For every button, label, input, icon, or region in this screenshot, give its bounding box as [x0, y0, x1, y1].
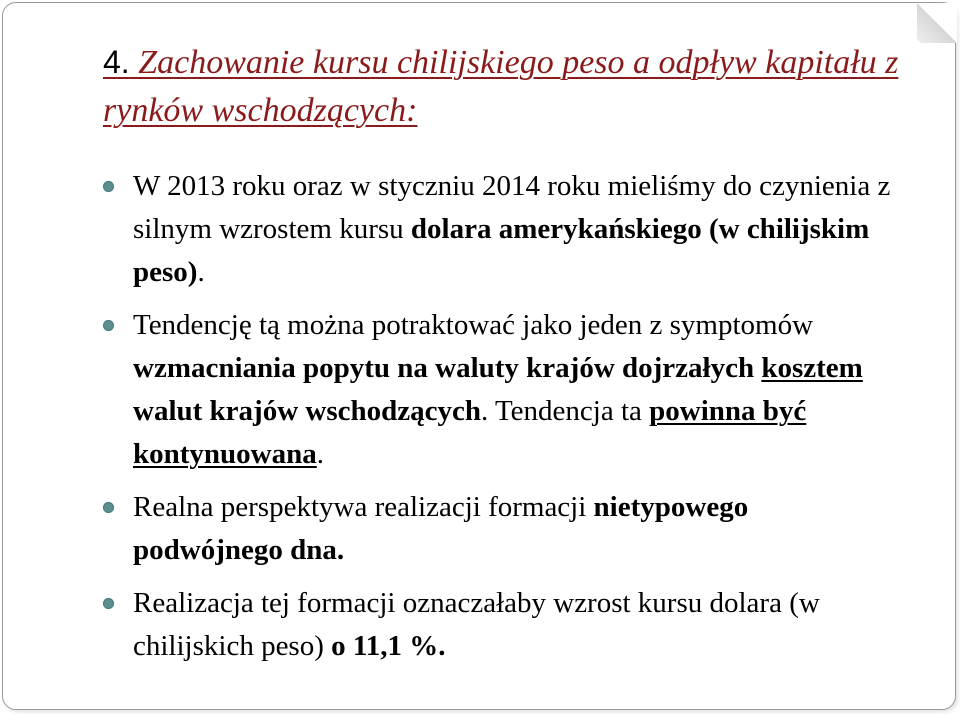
title-text: Zachowanie kursu chilijskiego peso a odpływ kapitału z rynków wschodzących: [103, 44, 899, 129]
list-item [103, 582, 903, 668]
item-text: . Tendencja ta [481, 395, 650, 427]
list-item [103, 486, 903, 572]
item-text: . [197, 256, 205, 288]
item-bold-text: walut krajów wschodzących [133, 395, 481, 427]
item-underlined-text: powinna być kontynuowana [133, 395, 807, 470]
item-bold-text: dolara amerykańskiego (w chilijskim peso) [133, 213, 870, 288]
bullet-dot-icon [103, 598, 114, 609]
bullet-list [103, 165, 903, 676]
item-text: . [316, 438, 324, 470]
item-underlined-text: kosztem [761, 352, 863, 384]
bullet-dot-icon [103, 320, 114, 331]
item-text: Tendencję tą można potraktować jako jeden z symptomów [133, 309, 814, 341]
item-bold-text: wzmacniania popytu na waluty krajów dojrzałych [133, 352, 762, 384]
list-item [103, 304, 903, 476]
title-number: 4. [103, 44, 130, 80]
page-curl-decoration [917, 3, 957, 43]
bullet-dot-icon [103, 181, 114, 192]
slide-title [103, 38, 903, 135]
item-bold-text: nietypowego podwójnego dna. [133, 491, 749, 566]
item-text: Realizacja tej formacji oznaczałaby wzrost kursu dolara (w chilijskich peso) [133, 587, 820, 662]
item-text: Realna perspektywa realizacji formacji [133, 491, 594, 523]
item-bold-text: o 11,1 %. [331, 630, 446, 662]
bullet-dot-icon [103, 502, 114, 513]
item-text: W 2013 roku oraz w styczniu 2014 roku mieliśmy do czynienia z silnym wzrostem kursu [133, 170, 891, 245]
list-item [103, 165, 903, 294]
